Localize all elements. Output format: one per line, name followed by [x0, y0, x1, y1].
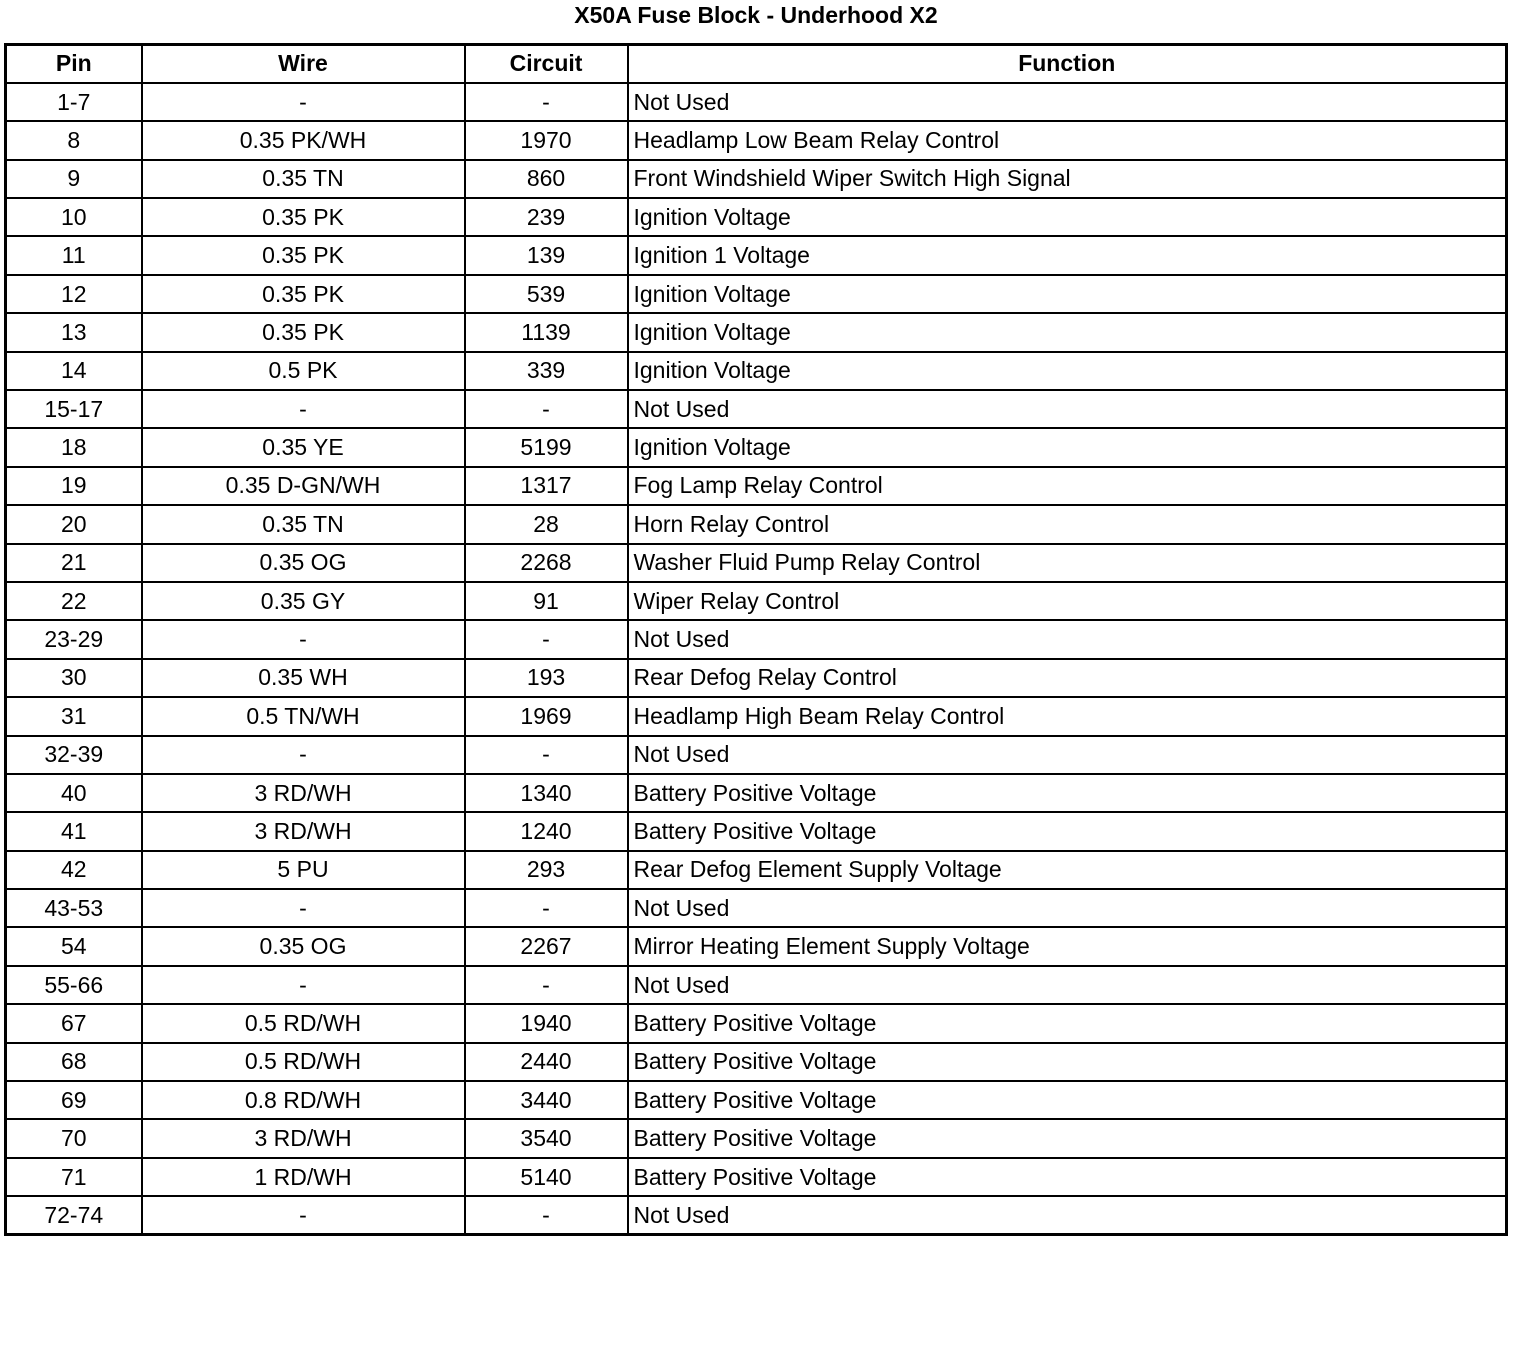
table-row	[6, 582, 1507, 620]
function-cell: Ignition Voltage	[628, 428, 1507, 466]
table-row	[6, 198, 1507, 236]
table-row	[6, 659, 1507, 697]
circuit-cell: 1240	[465, 812, 628, 850]
function-cell: Wiper Relay Control	[628, 582, 1507, 620]
wire-cell: 1 RD/WH	[142, 1158, 465, 1196]
header-wire: Wire	[142, 45, 465, 83]
circuit-cell: 3440	[465, 1081, 628, 1119]
table-row	[6, 620, 1507, 658]
table-row	[6, 467, 1507, 505]
table-row	[6, 889, 1507, 927]
circuit-cell: 1969	[465, 697, 628, 735]
circuit-cell: 2440	[465, 1043, 628, 1081]
function-cell: Mirror Heating Element Supply Voltage	[628, 927, 1507, 965]
circuit-cell: -	[465, 966, 628, 1004]
circuit-cell: -	[465, 1196, 628, 1234]
circuit-cell: -	[465, 620, 628, 658]
wire-cell: 3 RD/WH	[142, 812, 465, 850]
function-cell: Fog Lamp Relay Control	[628, 467, 1507, 505]
wire-cell: 0.5 PK	[142, 352, 465, 390]
function-cell: Battery Positive Voltage	[628, 1043, 1507, 1081]
function-cell: Washer Fluid Pump Relay Control	[628, 544, 1507, 582]
table-row	[6, 160, 1507, 198]
wire-cell: 0.35 GY	[142, 582, 465, 620]
function-cell: Ignition Voltage	[628, 313, 1507, 351]
table-row	[6, 697, 1507, 735]
table-row	[6, 1196, 1507, 1234]
circuit-cell: 239	[465, 198, 628, 236]
function-cell: Ignition Voltage	[628, 275, 1507, 313]
function-cell: Rear Defog Relay Control	[628, 659, 1507, 697]
function-cell: Not Used	[628, 83, 1507, 121]
circuit-cell: -	[465, 889, 628, 927]
wire-cell: 0.35 PK	[142, 236, 465, 274]
header-function: Function	[628, 45, 1507, 83]
table-row	[6, 275, 1507, 313]
function-cell: Not Used	[628, 620, 1507, 658]
circuit-cell: 139	[465, 236, 628, 274]
pin-cell: 14	[6, 352, 142, 390]
table-row	[6, 851, 1507, 889]
function-cell: Ignition 1 Voltage	[628, 236, 1507, 274]
wire-cell: -	[142, 83, 465, 121]
table-row	[6, 1081, 1507, 1119]
circuit-cell: 91	[465, 582, 628, 620]
table-row	[6, 544, 1507, 582]
pin-cell: 72-74	[6, 1196, 142, 1234]
header-circuit: Circuit	[465, 45, 628, 83]
pin-cell: 13	[6, 313, 142, 351]
table-row	[6, 1004, 1507, 1042]
pin-cell: 19	[6, 467, 142, 505]
wire-cell: 0.5 TN/WH	[142, 697, 465, 735]
wire-cell: 0.35 TN	[142, 505, 465, 543]
function-cell: Front Windshield Wiper Switch High Signal	[628, 160, 1507, 198]
table-row	[6, 121, 1507, 159]
wire-cell: 5 PU	[142, 851, 465, 889]
pin-cell: 55-66	[6, 966, 142, 1004]
pin-cell: 9	[6, 160, 142, 198]
circuit-cell: 1970	[465, 121, 628, 159]
function-cell: Not Used	[628, 736, 1507, 774]
pin-cell: 40	[6, 774, 142, 812]
pin-cell: 42	[6, 851, 142, 889]
table-row	[6, 736, 1507, 774]
function-cell: Headlamp Low Beam Relay Control	[628, 121, 1507, 159]
wire-cell: 0.35 OG	[142, 544, 465, 582]
pin-cell: 67	[6, 1004, 142, 1042]
pin-cell: 10	[6, 198, 142, 236]
table-row	[6, 1158, 1507, 1196]
pin-cell: 12	[6, 275, 142, 313]
function-cell: Battery Positive Voltage	[628, 812, 1507, 850]
circuit-cell: -	[465, 83, 628, 121]
table-row	[6, 927, 1507, 965]
pin-cell: 15-17	[6, 390, 142, 428]
circuit-cell: -	[465, 390, 628, 428]
header-row	[6, 45, 1507, 83]
wire-cell: -	[142, 889, 465, 927]
table-body	[6, 83, 1507, 1235]
circuit-cell: 1317	[465, 467, 628, 505]
circuit-cell: 860	[465, 160, 628, 198]
circuit-cell: 5199	[465, 428, 628, 466]
table-row	[6, 390, 1507, 428]
circuit-cell: 1340	[465, 774, 628, 812]
pin-cell: 21	[6, 544, 142, 582]
function-cell: Battery Positive Voltage	[628, 1158, 1507, 1196]
function-cell: Battery Positive Voltage	[628, 1119, 1507, 1157]
table-row	[6, 83, 1507, 121]
table-row	[6, 966, 1507, 1004]
table-row	[6, 428, 1507, 466]
circuit-cell: -	[465, 736, 628, 774]
table-row	[6, 1043, 1507, 1081]
page-title: X50A Fuse Block - Underhood X2	[574, 2, 938, 28]
pin-cell: 69	[6, 1081, 142, 1119]
function-cell: Ignition Voltage	[628, 198, 1507, 236]
function-cell: Ignition Voltage	[628, 352, 1507, 390]
wire-cell: -	[142, 620, 465, 658]
wire-cell: -	[142, 966, 465, 1004]
table-row	[6, 812, 1507, 850]
pin-cell: 30	[6, 659, 142, 697]
table-row	[6, 774, 1507, 812]
function-cell: Not Used	[628, 889, 1507, 927]
pin-cell: 41	[6, 812, 142, 850]
pin-cell: 1-7	[6, 83, 142, 121]
function-cell: Not Used	[628, 1196, 1507, 1234]
wire-cell: -	[142, 736, 465, 774]
circuit-cell: 1139	[465, 313, 628, 351]
function-cell: Not Used	[628, 390, 1507, 428]
wire-cell: 0.8 RD/WH	[142, 1081, 465, 1119]
wire-cell: 0.35 PK	[142, 313, 465, 351]
wire-cell: 0.35 D-GN/WH	[142, 467, 465, 505]
wire-cell: 0.35 OG	[142, 927, 465, 965]
circuit-cell: 2268	[465, 544, 628, 582]
function-cell: Headlamp High Beam Relay Control	[628, 697, 1507, 735]
wire-cell: 0.35 TN	[142, 160, 465, 198]
circuit-cell: 3540	[465, 1119, 628, 1157]
function-cell: Battery Positive Voltage	[628, 1004, 1507, 1042]
pin-cell: 43-53	[6, 889, 142, 927]
connector-pinout-table	[4, 43, 1508, 1236]
circuit-cell: 5140	[465, 1158, 628, 1196]
pin-cell: 11	[6, 236, 142, 274]
wire-cell: 0.5 RD/WH	[142, 1004, 465, 1042]
function-cell: Battery Positive Voltage	[628, 1081, 1507, 1119]
wire-cell: 0.35 YE	[142, 428, 465, 466]
wire-cell: 0.35 PK	[142, 275, 465, 313]
wire-cell: -	[142, 390, 465, 428]
circuit-cell: 339	[465, 352, 628, 390]
wire-cell: 0.35 PK	[142, 198, 465, 236]
pin-cell: 32-39	[6, 736, 142, 774]
wire-cell: 3 RD/WH	[142, 1119, 465, 1157]
wire-cell: 0.5 RD/WH	[142, 1043, 465, 1081]
table-row	[6, 313, 1507, 351]
function-cell: Rear Defog Element Supply Voltage	[628, 851, 1507, 889]
circuit-cell: 1940	[465, 1004, 628, 1042]
table-row	[6, 236, 1507, 274]
header-pin: Pin	[6, 45, 142, 83]
wire-cell: 0.35 WH	[142, 659, 465, 697]
circuit-cell: 28	[465, 505, 628, 543]
pin-cell: 22	[6, 582, 142, 620]
pin-cell: 54	[6, 927, 142, 965]
pin-cell: 18	[6, 428, 142, 466]
pin-cell: 31	[6, 697, 142, 735]
wire-cell: 3 RD/WH	[142, 774, 465, 812]
circuit-cell: 539	[465, 275, 628, 313]
function-cell: Not Used	[628, 966, 1507, 1004]
circuit-cell: 193	[465, 659, 628, 697]
function-cell: Horn Relay Control	[628, 505, 1507, 543]
table-row	[6, 505, 1507, 543]
pin-cell: 68	[6, 1043, 142, 1081]
circuit-cell: 293	[465, 851, 628, 889]
table-header	[6, 45, 1507, 83]
pin-cell: 20	[6, 505, 142, 543]
pin-cell: 71	[6, 1158, 142, 1196]
pin-cell: 23-29	[6, 620, 142, 658]
table-row	[6, 352, 1507, 390]
wire-cell: -	[142, 1196, 465, 1234]
function-cell: Battery Positive Voltage	[628, 774, 1507, 812]
table-row	[6, 1119, 1507, 1157]
pin-cell: 70	[6, 1119, 142, 1157]
wire-cell: 0.35 PK/WH	[142, 121, 465, 159]
pin-cell: 8	[6, 121, 142, 159]
circuit-cell: 2267	[465, 927, 628, 965]
